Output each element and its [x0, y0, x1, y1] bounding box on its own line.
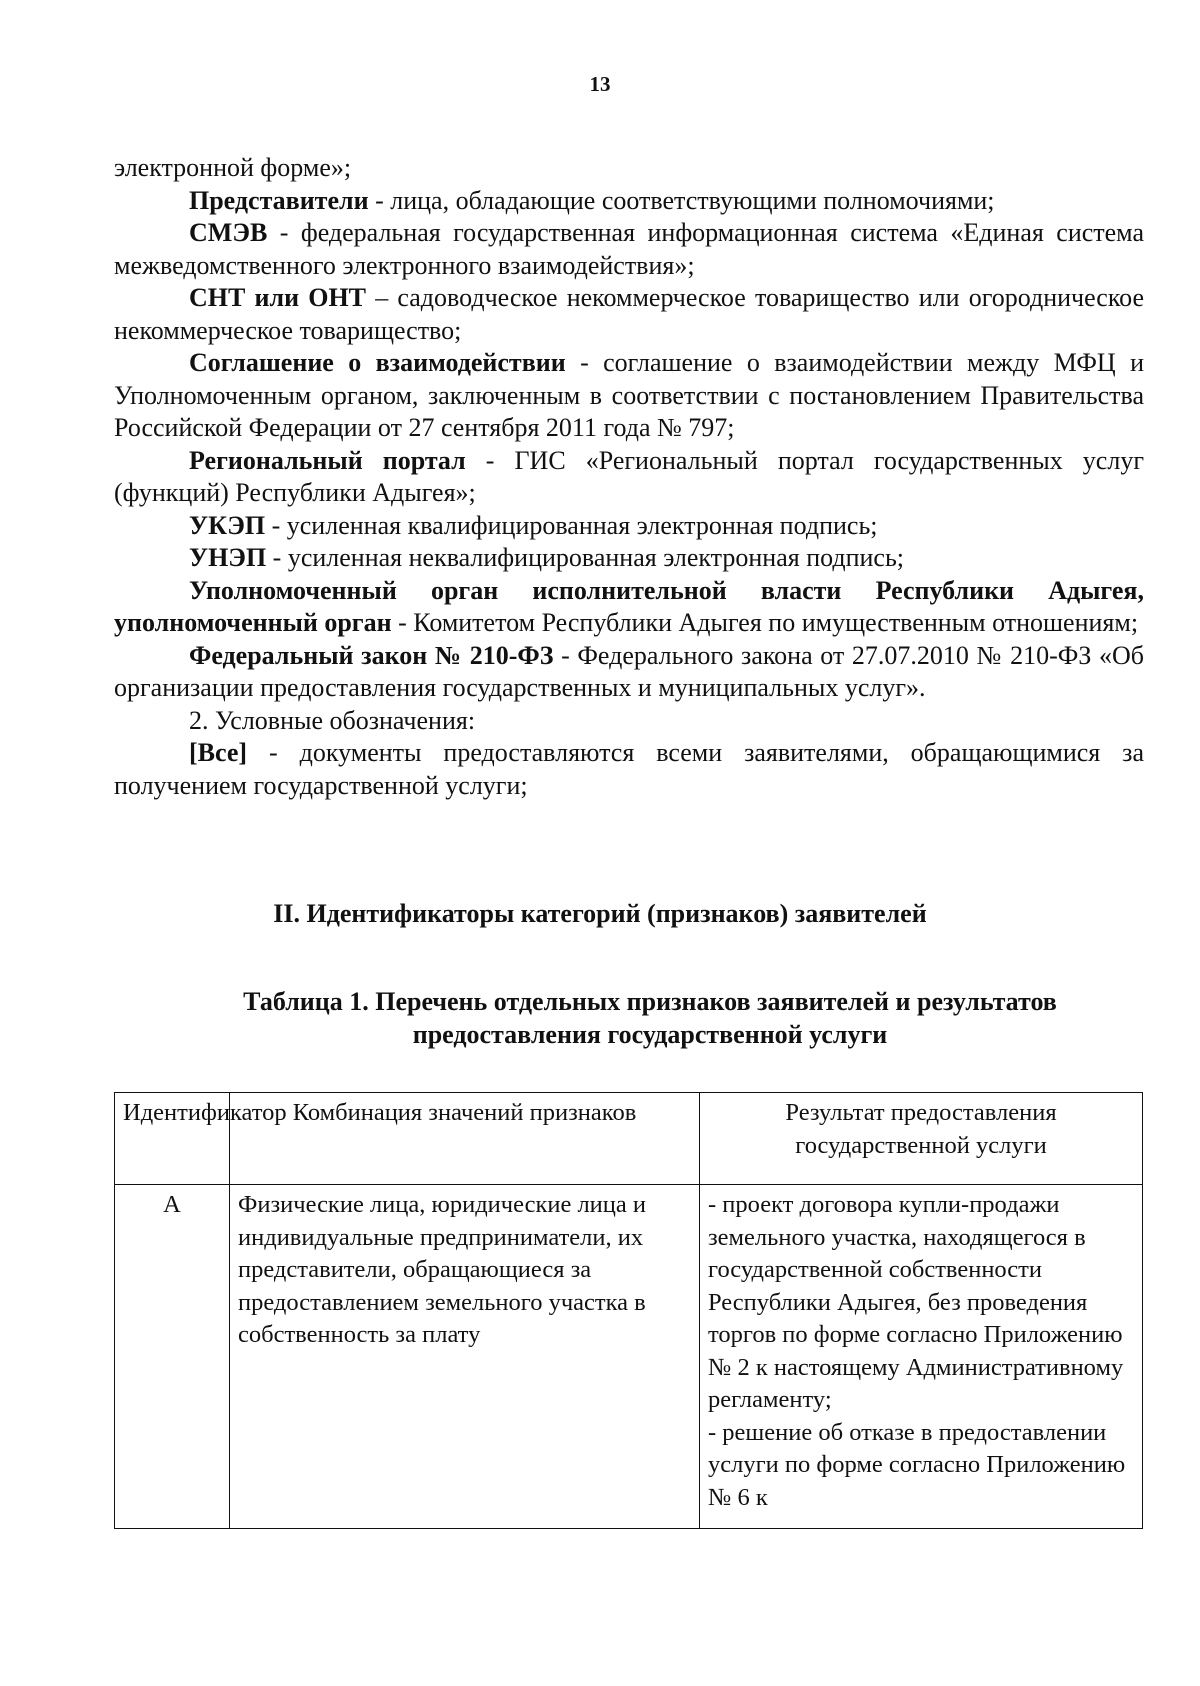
definition-unep: [114, 542, 1144, 575]
cell-identifier: А: [115, 1185, 230, 1529]
definition-text: - Комитетом Республики Адыгея по имущественным отношениям;: [391, 608, 1139, 637]
definition-text: - усиленная квалифицированная электронная подпись;: [265, 510, 878, 540]
definition-term: СМЭВ: [189, 218, 268, 247]
definition-term: Представители: [189, 185, 369, 215]
conventions-heading: [114, 705, 1144, 738]
definition-text: - федеральная государственная информационная система «Единая система межведомственного электронного взаимодействия»;: [114, 218, 1144, 280]
result-item: - проект договора купли-продажи земельного участка, находящегося в государственной собственности Республики Адыгея, без проведения торгов по форме согласно Приложению № 2 к настоящему Административному регламенту;: [708, 1191, 1124, 1413]
definition-ukep: [114, 510, 1144, 543]
convention-all: [114, 737, 1144, 802]
definition-text: – садоводческое некоммерческое товарищество или огородническое некоммерческое товарищество;: [114, 283, 1144, 345]
paragraph-text: 2. Условные обозначения:: [189, 705, 476, 735]
definition-agreement: [114, 347, 1144, 445]
definition-representatives: [114, 185, 1144, 218]
paragraph-text: электронной форме»;: [114, 153, 352, 182]
cell-combination: Физические лица, юридические лица и индивидуальные предприниматели, их представители, обращающиеся за предоставлением земельного участка в собственность за плату: [230, 1185, 700, 1529]
cell-result: [700, 1185, 1143, 1529]
definition-text: - лица, обладающие соответствующими полномочиями;: [368, 185, 995, 215]
table-row: [115, 1185, 1143, 1529]
definition-authorized-body: [114, 575, 1144, 640]
result-item: - решение об отказе в предоставлении услуги по форме согласно Приложению № 6 к: [708, 1418, 1126, 1511]
definition-term: СНТ или ОНТ: [189, 283, 367, 312]
definition-text: - Федерального закона от 27.07.2010 № 210-ФЗ «Об организации предоставления государственных и муниципальных услуг».: [114, 640, 1144, 702]
definition-text: - ГИС «Региональный портал государственных услуг (функций) Республики Адыгея»;: [114, 445, 1144, 507]
table-caption-line: предоставления государственной услуги: [412, 1020, 888, 1049]
definition-regional-portal: [114, 445, 1144, 510]
definition-term: Соглашение о взаимодействии: [189, 348, 566, 377]
definition-smev: [114, 217, 1144, 282]
header-identifier: Идентификатор: [115, 1093, 230, 1185]
definition-text: - соглашение о взаимодействии между МФЦ и Уполномоченным органом, заключенным в соответствии с постановлением Правительства Российской Федерации от 27 сентября 2011 года № 797;: [114, 348, 1144, 442]
table-header-row: [115, 1093, 1143, 1185]
definition-federal-law: [114, 640, 1144, 705]
definition-term: УНЭП: [189, 543, 267, 572]
definition-snt: [114, 282, 1144, 347]
paragraph-continuation: [114, 152, 1144, 185]
header-combination: Комбинация значений признаков: [230, 1093, 700, 1185]
definition-term: УКЭП: [189, 510, 266, 540]
definition-text: - документы предоставляются всеми заявителями, обращающимися за получением государственной услуги;: [114, 738, 1144, 800]
definition-term: [Все]: [189, 738, 248, 767]
definition-text: - усиленная неквалифицированная электронная подпись;: [266, 543, 905, 572]
header-result: Результат предоставления государственной услуги: [700, 1093, 1143, 1185]
definition-term: Уполномоченный орган исполнительной власти Республики Адыгея, уполномоченный орган: [114, 575, 1144, 637]
page-number: 13: [589, 72, 611, 96]
section-heading: II. Идентификаторы категорий (признаков) заявителей: [273, 899, 927, 928]
definition-term: Федеральный закон № 210-ФЗ: [189, 640, 554, 670]
table-caption: [150, 985, 1150, 1051]
table-caption-line: Таблица 1. Перечень отдельных признаков заявителей и результатов: [243, 987, 1057, 1016]
definition-term: Региональный портал: [189, 445, 466, 475]
applicant-categories-table: [114, 1092, 1143, 1529]
document-body: [114, 152, 1144, 802]
